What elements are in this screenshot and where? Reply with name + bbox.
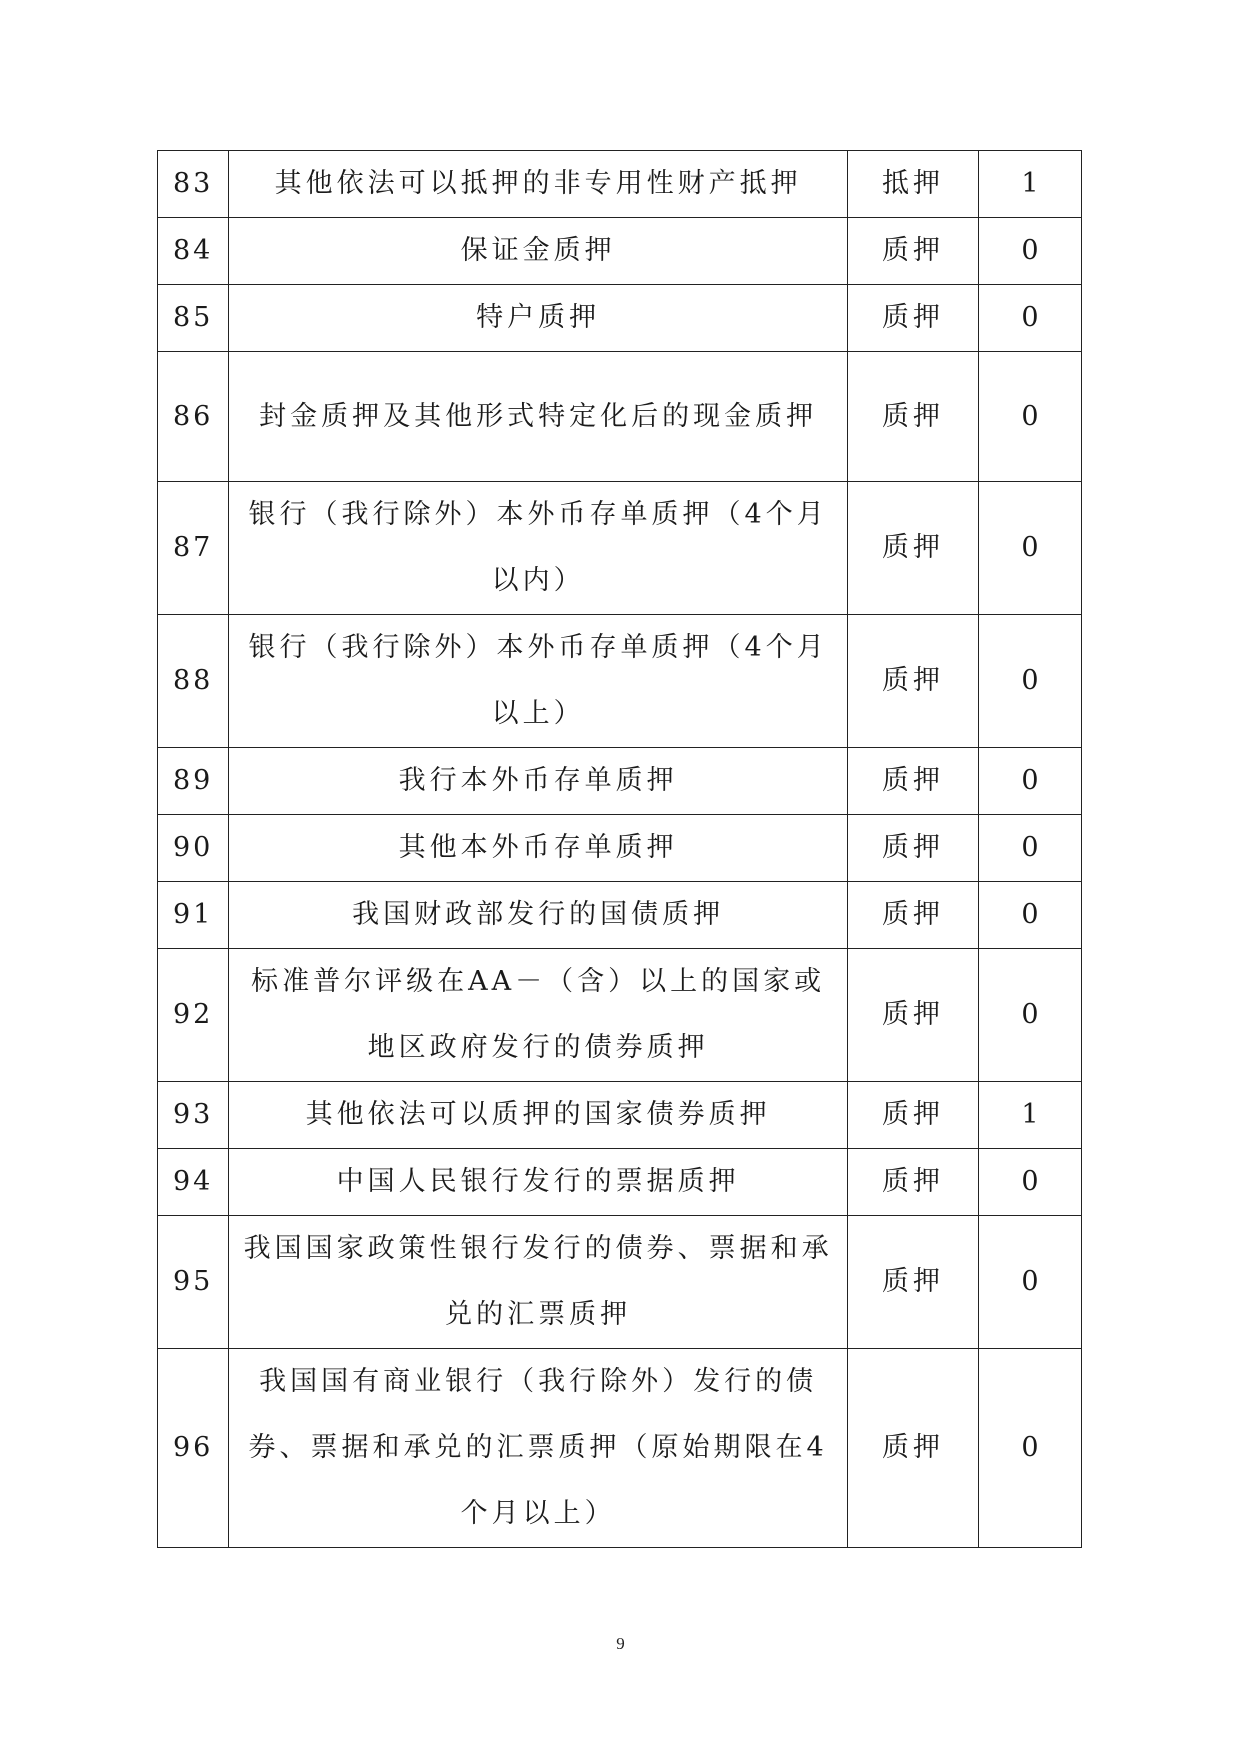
row-number-cell: 96: [158, 1349, 229, 1548]
table-row: [158, 882, 1082, 949]
collateral-table-body: [158, 151, 1082, 1548]
table-row: [158, 482, 1082, 615]
collateral-name-cell: 标准普尔评级在AA－（含）以上的国家或地区政府发行的债券质押: [229, 949, 848, 1082]
table-row: [158, 1149, 1082, 1216]
collateral-type-cell: 质押: [848, 748, 979, 815]
collateral-type-cell: 质押: [848, 615, 979, 748]
row-number-cell: 83: [158, 151, 229, 218]
collateral-value-cell: 1: [978, 1082, 1081, 1149]
table-row: [158, 815, 1082, 882]
collateral-value-cell: 0: [978, 748, 1081, 815]
row-number-cell: 88: [158, 615, 229, 748]
collateral-value-cell: 0: [978, 1349, 1081, 1548]
collateral-name-cell: 银行（我行除外）本外币存单质押（4个月以内）: [229, 482, 848, 615]
collateral-type-cell: 质押: [848, 1149, 979, 1216]
row-number-cell: 93: [158, 1082, 229, 1149]
collateral-name-cell: 我国国家政策性银行发行的债券、票据和承兑的汇票质押: [229, 1216, 848, 1349]
collateral-name-cell: 封金质押及其他形式特定化后的现金质押: [229, 352, 848, 482]
collateral-type-cell: 质押: [848, 1349, 979, 1548]
row-number-cell: 84: [158, 218, 229, 285]
row-number-cell: 85: [158, 285, 229, 352]
collateral-value-cell: 0: [978, 285, 1081, 352]
collateral-type-cell: 质押: [848, 352, 979, 482]
row-number-cell: 90: [158, 815, 229, 882]
collateral-value-cell: 0: [978, 482, 1081, 615]
collateral-type-cell: 质押: [848, 285, 979, 352]
collateral-type-cell: 质押: [848, 949, 979, 1082]
collateral-name-cell: 其他本外币存单质押: [229, 815, 848, 882]
table-row: [158, 1349, 1082, 1548]
row-number-cell: 95: [158, 1216, 229, 1349]
collateral-name-cell: 特户质押: [229, 285, 848, 352]
table-row: [158, 949, 1082, 1082]
row-number-cell: 87: [158, 482, 229, 615]
table-row: [158, 615, 1082, 748]
row-number-cell: 91: [158, 882, 229, 949]
collateral-name-cell: 银行（我行除外）本外币存单质押（4个月以上）: [229, 615, 848, 748]
row-number-cell: 94: [158, 1149, 229, 1216]
collateral-value-cell: 0: [978, 1149, 1081, 1216]
collateral-name-cell: 我行本外币存单质押: [229, 748, 848, 815]
collateral-type-cell: 质押: [848, 1216, 979, 1349]
table-row: [158, 748, 1082, 815]
collateral-name-cell: 我国国有商业银行（我行除外）发行的债券、票据和承兑的汇票质押（原始期限在4个月以上）: [229, 1349, 848, 1548]
collateral-name-cell: 我国财政部发行的国债质押: [229, 882, 848, 949]
table-row: [158, 218, 1082, 285]
collateral-type-cell: 质押: [848, 482, 979, 615]
table-row: [158, 285, 1082, 352]
table-row: [158, 1082, 1082, 1149]
collateral-type-cell: 抵押: [848, 151, 979, 218]
collateral-value-cell: 1: [978, 151, 1081, 218]
row-number-cell: 89: [158, 748, 229, 815]
collateral-name-cell: 其他依法可以抵押的非专用性财产抵押: [229, 151, 848, 218]
collateral-type-cell: 质押: [848, 218, 979, 285]
row-number-cell: 86: [158, 352, 229, 482]
table-row: [158, 151, 1082, 218]
collateral-value-cell: 0: [978, 352, 1081, 482]
table-row: [158, 352, 1082, 482]
collateral-value-cell: 0: [978, 949, 1081, 1082]
collateral-value-cell: 0: [978, 815, 1081, 882]
collateral-value-cell: 0: [978, 1216, 1081, 1349]
collateral-value-cell: 0: [978, 882, 1081, 949]
collateral-name-cell: 其他依法可以质押的国家债券质押: [229, 1082, 848, 1149]
collateral-value-cell: 0: [978, 218, 1081, 285]
table-row: [158, 1216, 1082, 1349]
collateral-name-cell: 保证金质押: [229, 218, 848, 285]
page-number: 9: [616, 1634, 625, 1653]
collateral-type-cell: 质押: [848, 1082, 979, 1149]
collateral-type-cell: 质押: [848, 882, 979, 949]
collateral-type-cell: 质押: [848, 815, 979, 882]
row-number-cell: 92: [158, 949, 229, 1082]
collateral-table: [157, 150, 1082, 1548]
collateral-name-cell: 中国人民银行发行的票据质押: [229, 1149, 848, 1216]
collateral-value-cell: 0: [978, 615, 1081, 748]
